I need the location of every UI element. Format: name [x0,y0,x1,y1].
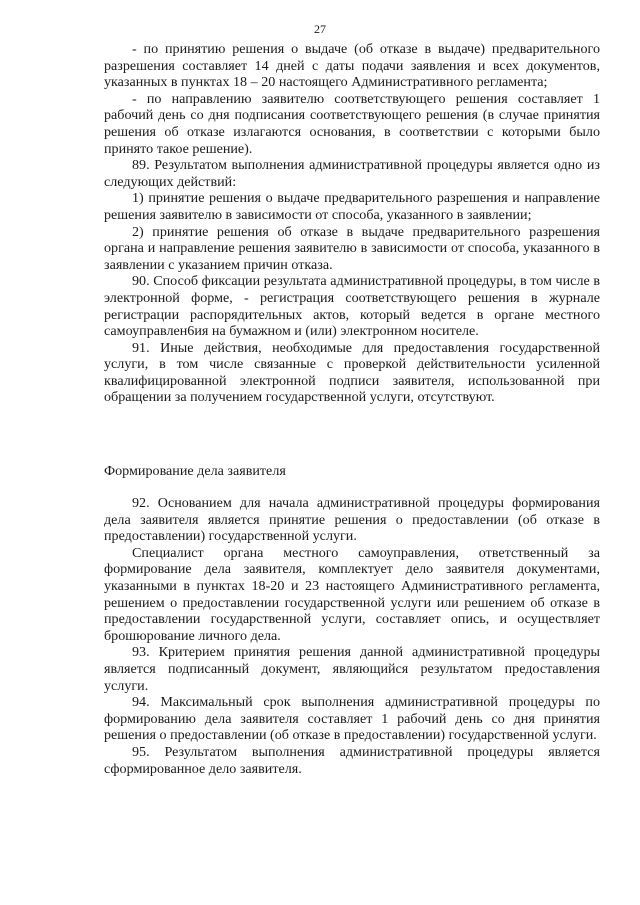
page-number: 27 [314,22,326,36]
text-block-lower [104,495,600,777]
list-item-1: 1) принятие решения о выдаче предварительного разрешения и направление решения заявителю в зависимости от способа, указанного в заявлении; [104,190,600,223]
list-item-2: 2) принятие решения об отказе в выдаче предварительного разрешения органа и направление решения заявителю в зависимости от способа, указанного в заявлении с указанием причин отказа. [104,223,600,273]
paragraph-93: 93. Критерием принятия решения данной административной процедуры является подписанный документ, являющийся результатом предоставления услуги. [104,644,600,694]
paragraph-91: 91. Иные действия, необходимые для предоставления государственной услуги, в том числе связанные с проверкой действительности усиленной квалифицированной электронной подписи заявителя, использованной при обращении за получением государственной услуги, отсутствуют. [104,339,600,406]
paragraph-89: 89. Результатом выполнения административной процедуры является одно из следующих действий: [104,157,600,190]
paragraph-94: 94. Максимальный срок выполнения административной процедуры по формированию дела заявителя составляет 1 рабочий день со дня принятия решения о предоставлении (об отказе в предоставлении) государственной услуги. [104,694,600,744]
paragraph-deadline-notification: - по направлению заявителю соответствующего решения составляет 1 рабочий день со дня подписания соответствующего решения (в случае принятия решения об отказе излагаются основания, в соответствии с которыми было принято такое решение). [104,90,600,157]
paragraph-deadline-decision: - по принятию решения о выдаче (об отказе в выдаче) предварительного разрешения составляет 14 дней с даты подачи заявления и всех документов, указанных в пунктах 18 – 20 настоящего Административного регламента; [104,41,600,91]
section-heading: Формирование дела заявителя [104,463,286,479]
paragraph-95: 95. Результатом выполнения административной процедуры является сформированное дело заявителя. [104,743,600,777]
paragraph-90: 90. Способ фиксации результата административной процедуры, в том числе в электронной форме, - регистрация соответствующего решения в журнале регистрации распорядительных актов, который ведется в органе местного самоуправлен6ия на бумажном и (или) электронном носителе. [104,273,600,340]
section-heading-block [104,463,600,480]
paragraph-92: 92. Основанием для начала административной процедуры формирования дела заявителя является принятие решения о предоставлении (об отказе в предоставлении) государственной услуги. [104,495,600,545]
paragraph-specialist: Специалист органа местного самоуправления, ответственный за формирование дела заявителя, комплектует дело заявителя документами, указанными в пунктах 18-20 и 23 настоящего Административного регламента, решением о предоставлении государственной услуги или решением об отказе в предоставлении государственной услуги, составляет опись, и осуществляет брошюрование личного дела. [104,544,600,644]
text-block-upper [104,41,600,406]
